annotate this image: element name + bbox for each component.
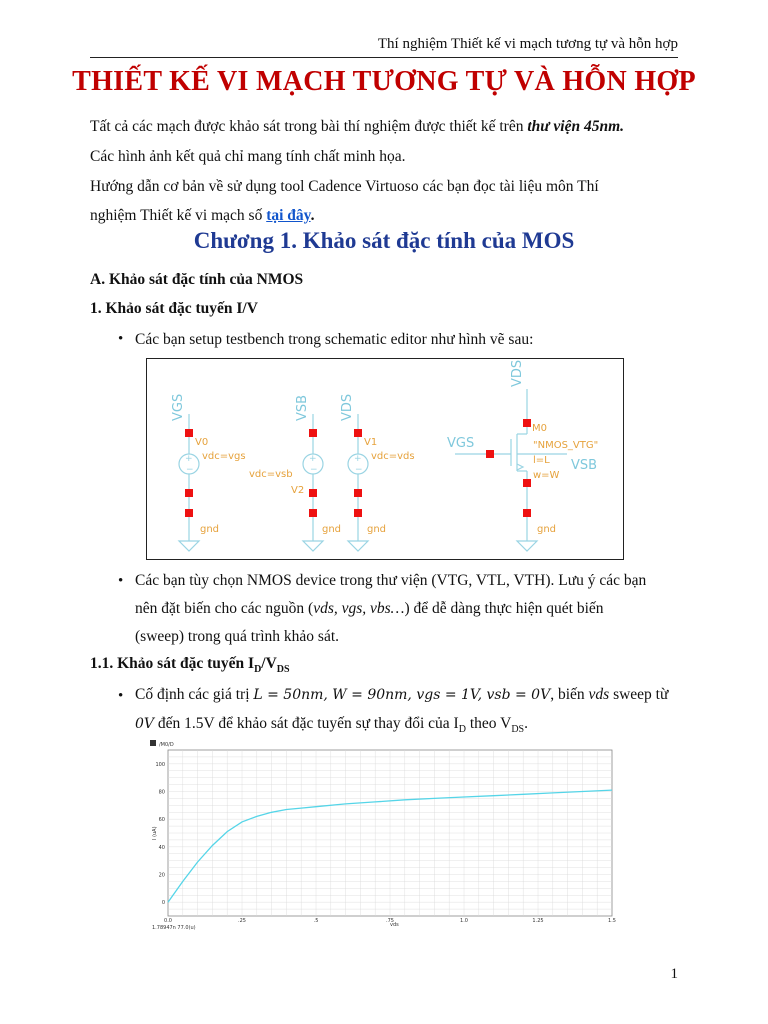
svg-text:−: − <box>355 465 363 475</box>
gnd-label-2: gnd <box>322 524 342 535</box>
id-vds-chart <box>150 740 620 930</box>
running-header: Thí nghiệm Thiết kế vi mạch tương tự và hỗn hợp <box>90 36 678 58</box>
chart-y-label: I (uA) <box>152 826 158 840</box>
x-tick-label: 1.25 <box>532 918 544 924</box>
intro-line1-text: Tất cả các mạch được khảo sát trong bài thí nghiệm được thiết kế trên <box>90 118 528 135</box>
intro-paragraph-4 <box>90 201 678 231</box>
svg-text:−: − <box>310 465 318 475</box>
mos-inst: M0 <box>532 423 547 434</box>
x-tick-label: .25 <box>238 918 246 924</box>
net-label-vsb: VSB <box>295 394 310 421</box>
sweep-start: 0V <box>135 716 155 732</box>
source-v0-inst: V0 <box>195 437 209 448</box>
document-title: THIẾT KẾ VI MẠCH TƯƠNG TỰ VÀ HỖN HỢP <box>72 66 696 97</box>
sweep-variable: vds <box>588 686 610 703</box>
page-number: 1 <box>670 966 678 982</box>
x-tick-label: .5 <box>313 918 319 924</box>
chart-footer: 1.78947n 77.0(u) <box>152 925 196 930</box>
svg-text:−: − <box>186 465 194 475</box>
source-v2-param: vdc=vsb <box>249 469 293 480</box>
legend-marker <box>150 740 156 746</box>
bullet-dot: • <box>118 331 124 347</box>
chart-legend: /M0/D <box>159 742 174 748</box>
net-label-mos-gate: VGS <box>447 436 475 451</box>
intro-line4-suffix: . <box>310 207 315 224</box>
section-1-1-heading <box>90 655 290 675</box>
bullet3-line2-mid: theo V <box>465 715 512 732</box>
x-tick-label: 1.0 <box>460 918 468 924</box>
bullet-device-choice-1: Các bạn tùy chọn NMOS device trong thư viện (VTG, VTL, VTH). Lưu ý các bạn <box>135 572 647 589</box>
fixed-parameters: L = 50nm, W = 90nm, vgs = 1V, vsb = 0V <box>253 687 551 703</box>
y-tick-label: 0 <box>161 900 165 907</box>
y-tick-label: 100 <box>155 761 165 768</box>
bullet-setup-testbench: Các bạn setup testbench trong schematic editor như hình vẽ sau: <box>135 331 534 348</box>
net-label-vds: VDS <box>340 393 355 421</box>
library-emphasis: thư viện 45nm. <box>527 118 625 135</box>
schematic-drawing <box>147 359 623 559</box>
intro-line4-text: nghiệm Thiết kế vi mạch số <box>90 207 267 224</box>
bullet-device-choice-2 <box>135 594 680 624</box>
intro-paragraph-3: Hướng dẫn cơ bản về sử dụng tool Cadence Virtuoso các bạn đọc tài liệu môn Thí <box>90 178 599 195</box>
bullet-sweep-line-1 <box>135 680 680 710</box>
section-1-1-sub-d: D <box>254 664 262 676</box>
x-tick-label: 1.5 <box>608 918 616 924</box>
bullet3-end: sweep từ <box>609 686 669 703</box>
section-1-1-sub-ds: DS <box>276 664 290 676</box>
y-tick-label: 60 <box>158 817 165 824</box>
bullet3-line2-end: . <box>524 715 528 732</box>
svg-text:+: + <box>354 454 362 464</box>
source-v2-inst: V2 <box>291 485 305 496</box>
y-tick-label: 80 <box>158 789 165 796</box>
chart-svg <box>150 740 620 930</box>
source-v1-inst: V1 <box>364 437 378 448</box>
x-tick-label: 0.0 <box>164 918 172 924</box>
net-label-mos-bulk: VSB <box>571 458 598 473</box>
svg-text:+: + <box>185 454 193 464</box>
reference-link[interactable]: tại đây <box>266 207 311 224</box>
section-1-heading: 1. Khảo sát đặc tuyến I/V <box>90 300 258 317</box>
mos-width: w=W <box>533 470 560 481</box>
gnd-label-mos: gnd <box>537 524 557 535</box>
bullet3-prefix: Cố định các giá trị <box>135 686 254 703</box>
y-tick-label: 20 <box>158 872 165 879</box>
mos-model: "NMOS_VTG" <box>533 440 599 451</box>
chart-x-label: vds <box>390 922 399 928</box>
variable-names: vds, vgs, vbs… <box>313 600 405 617</box>
intro-paragraph-2: Các hình ảnh kết quả chỉ mang tính chất minh họa. <box>90 148 406 165</box>
y-tick-label: 40 <box>158 844 165 851</box>
bullet-dot: • <box>118 688 124 704</box>
source-v1-param: vdc=vds <box>371 451 415 462</box>
bullet2-text-prefix: nên đặt biến cho các nguồn ( <box>135 600 314 617</box>
bullet-dot: • <box>118 573 124 589</box>
section-1-1-prefix: 1.1. Khảo sát đặc tuyến I <box>90 655 255 672</box>
gnd-label-3: gnd <box>367 524 387 535</box>
net-label-mos-drain: VDS <box>510 359 525 387</box>
source-v0-param: vdc=vgs <box>202 451 246 462</box>
gnd-label-1: gnd <box>200 524 220 535</box>
intro-paragraph-1 <box>90 112 678 142</box>
net-label-vgs: VGS <box>171 393 186 421</box>
svg-text:+: + <box>309 454 317 464</box>
bullet3-line2-prefix: đến 1.5V để khảo sát đặc tuyến sự thay đổi của I <box>154 715 459 732</box>
bullet3-sub-d: D <box>458 724 466 736</box>
section-a-heading: A. Khảo sát đặc tính của NMOS <box>90 271 304 288</box>
bullet3-suffix: , biến <box>550 686 589 703</box>
bullet-device-choice-3: (sweep) trong quá trình khảo sát. <box>135 628 340 645</box>
x-tick-label: .75 <box>386 918 394 924</box>
chapter-heading: Chương 1. Khảo sát đặc tính của MOS <box>193 228 575 253</box>
bullet3-sub-ds: DS <box>511 724 525 736</box>
schematic-figure <box>146 358 624 560</box>
bullet2-text-suffix: ) để dễ dàng thực hiện quét biến <box>404 600 604 617</box>
mos-length: l=L <box>533 455 550 466</box>
section-1-1-mid: /V <box>261 655 277 672</box>
